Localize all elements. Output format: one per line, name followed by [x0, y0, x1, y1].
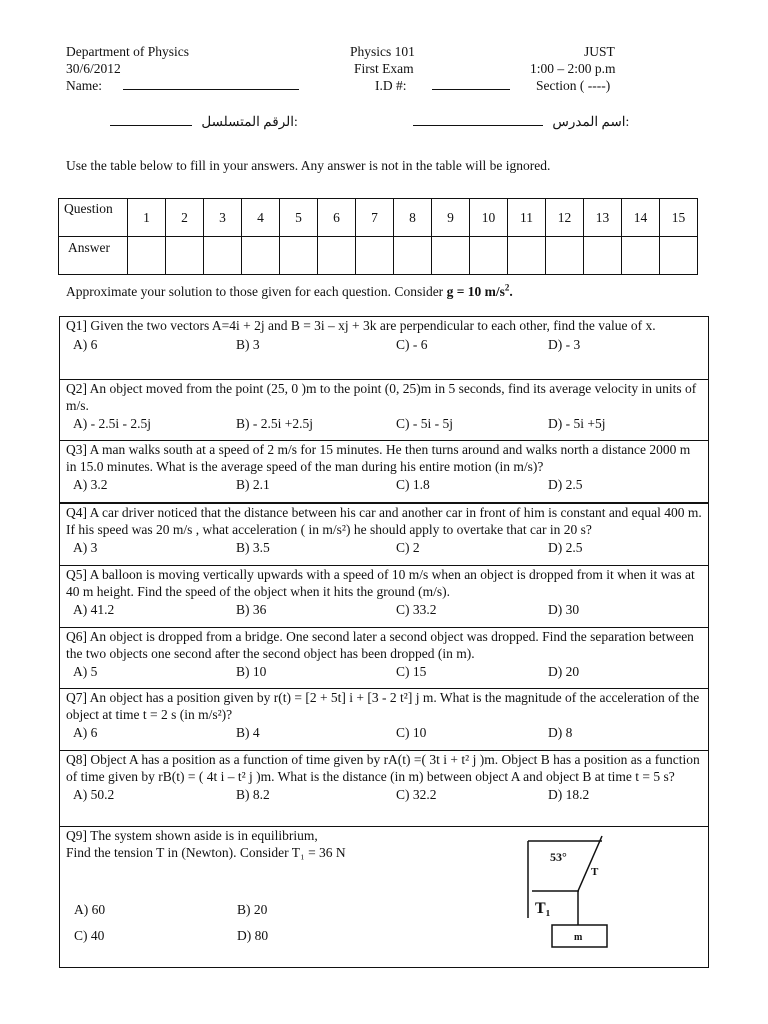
- question-3: [59, 441, 709, 503]
- answer-cell-13[interactable]: [584, 237, 622, 275]
- question-number-cell: 5: [280, 199, 318, 237]
- choice-b[interactable]: B) 20: [237, 902, 268, 917]
- gravity-exponent: 2: [504, 282, 510, 293]
- choice-b[interactable]: B) - 2.5i +2.5j: [236, 416, 313, 431]
- question-8: [59, 750, 709, 827]
- question-number-cell: 1: [128, 199, 166, 237]
- choice-a[interactable]: A) 6: [73, 336, 98, 352]
- question-number-cell: 14: [622, 199, 660, 237]
- question-1-choices: [66, 337, 702, 355]
- name-field[interactable]: [66, 77, 299, 94]
- question-number-cell: 2: [166, 199, 204, 237]
- question-2-choices: [66, 416, 702, 434]
- question-5-choices: [66, 602, 702, 620]
- serial-number-field[interactable]: [110, 113, 298, 130]
- teacher-name-label: :اسم المدرس: [552, 114, 630, 129]
- choice-b[interactable]: B) 2.1: [236, 477, 270, 492]
- answer-cell-2[interactable]: [166, 237, 204, 275]
- question-4-choices: [66, 540, 702, 558]
- choice-b[interactable]: B) 3: [236, 336, 260, 352]
- exam-time: 1:00 – 2:00 p.m: [530, 61, 616, 76]
- choice-c[interactable]: C) - 5i - 5j: [396, 416, 453, 431]
- serial-blank[interactable]: [110, 113, 192, 126]
- answer-cell-6[interactable]: [318, 237, 356, 275]
- question-9-line-1: Q9] The system shown aside is in equilibrium,: [66, 828, 318, 843]
- instructions-text: Use the table below to fill in your answers. Any answer is not in the table will be ignored.: [66, 158, 551, 173]
- question-9-line-2: Find the tension T in (Newton). Consider T₁ = 36 N: [66, 844, 346, 860]
- choice-d[interactable]: D) 18.2: [548, 787, 590, 802]
- choice-d[interactable]: D) 20: [548, 664, 580, 679]
- id-field[interactable]: [375, 77, 510, 94]
- choice-d[interactable]: D) - 3: [548, 336, 581, 352]
- choice-d[interactable]: D) 80: [237, 928, 269, 943]
- choice-d[interactable]: D) 2.5: [548, 540, 583, 555]
- question-8-text: Q8] Object A has a position as a function of time given by rA(t) =( 3t i + t² j )m. Object B has a position as a function of time given by rB(t) = ( 4t i – t² j )m. What is the distance (in m) between object A and object B at time t = 5 s?: [66, 752, 700, 784]
- choice-a[interactable]: A) 5: [73, 664, 98, 679]
- teacher-name-field[interactable]: [413, 113, 629, 130]
- question-4: [59, 503, 709, 566]
- choice-a[interactable]: A) 6: [73, 725, 98, 740]
- answer-cell-8[interactable]: [394, 237, 432, 275]
- question-number-cell: 11: [508, 199, 546, 237]
- choice-b[interactable]: B) 36: [236, 602, 267, 617]
- serial-number-label: :الرقم المتسلسل: [201, 114, 298, 129]
- choice-d[interactable]: D) - 5i +5j: [548, 416, 606, 431]
- answer-cell-14[interactable]: [622, 237, 660, 275]
- choice-c[interactable]: C) 2: [396, 540, 420, 555]
- answer-cell-9[interactable]: [432, 237, 470, 275]
- question-1-text: Q1] Given the two vectors A=4i + 2j and B = 3i – xj + 3k are perpendicular to each other, find the value of x.: [66, 318, 656, 333]
- tension-t1-label: T₁: [535, 900, 551, 917]
- answer-cell-3[interactable]: [204, 237, 242, 275]
- choice-b[interactable]: B) 3.5: [236, 540, 270, 555]
- mass-label: m: [574, 932, 583, 943]
- tension-t-label: T: [591, 866, 599, 878]
- choice-c[interactable]: C) 40: [74, 928, 105, 943]
- question-header-cell: Question: [59, 199, 128, 237]
- question-number-cell: 9: [432, 199, 470, 237]
- choice-d[interactable]: D) 30: [548, 602, 580, 617]
- answer-header-cell: Answer: [59, 237, 128, 275]
- choice-c[interactable]: C) 1.8: [396, 477, 430, 492]
- id-label: I.D #:: [375, 78, 407, 93]
- question-7-choices: [66, 725, 702, 743]
- question-number-cell: 7: [356, 199, 394, 237]
- choice-c[interactable]: C) 15: [396, 664, 427, 679]
- question-6: [59, 627, 709, 689]
- answer-cell-10[interactable]: [470, 237, 508, 275]
- answer-cell-4[interactable]: [242, 237, 280, 275]
- string-t-line: [578, 836, 602, 891]
- question-number-cell: 3: [204, 199, 242, 237]
- answer-cell-11[interactable]: [508, 237, 546, 275]
- equilibrium-diagram: [522, 833, 672, 958]
- choice-a[interactable]: A) - 2.5i - 2.5j: [73, 416, 151, 431]
- choice-c[interactable]: C) - 6: [396, 336, 428, 352]
- choice-b[interactable]: B) 8.2: [236, 787, 270, 802]
- angle-label: 53°: [550, 850, 567, 864]
- name-label: Name:: [66, 78, 102, 93]
- choice-a[interactable]: A) 3.2: [73, 477, 108, 492]
- question-number-cell: 15: [660, 199, 698, 237]
- answer-table: [58, 198, 698, 275]
- section-label: Section ( ----): [536, 78, 611, 93]
- question-2-text: Q2] An object moved from the point (25, 0 )m to the point (0, 25)m in 5 seconds, find its average velocity in units of m/s.: [66, 381, 697, 413]
- question-3-text: Q3] A man walks south at a speed of 2 m/s for 15 minutes. He then turns around and walks north a distance 2000 m in 15.0 minutes. What is the average speed of the man during his entire motion (in m/s)?: [66, 442, 691, 474]
- question-5-text: Q5] A balloon is moving vertically upwards with a speed of 10 m/s when an object is dropped from it when it was at 40 m height. Find the speed of the object when it hits the ground (m/s).: [66, 567, 695, 599]
- answer-cell-1[interactable]: [128, 237, 166, 275]
- answer-row: [59, 237, 698, 275]
- teacher-blank[interactable]: [413, 113, 543, 126]
- choice-d[interactable]: D) 2.5: [548, 477, 583, 492]
- answer-cell-5[interactable]: [280, 237, 318, 275]
- choice-a[interactable]: A) 41.2: [73, 602, 115, 617]
- question-number-cell: 8: [394, 199, 432, 237]
- choice-a[interactable]: A) 3: [73, 540, 98, 555]
- answer-cell-15[interactable]: [660, 237, 698, 275]
- choice-c[interactable]: C) 10: [396, 725, 427, 740]
- question-2: [59, 379, 709, 441]
- department-label: Department of Physics: [66, 44, 189, 59]
- exam-date: 30/6/2012: [66, 61, 121, 76]
- question-number-cell: 6: [318, 199, 356, 237]
- question-1: [59, 316, 709, 380]
- university-label: JUST: [584, 44, 615, 59]
- question-4-text: Q4] A car driver noticed that the distance between his car and another car in front of him is constant and equal 400 m. If his speed was 20 m/s , what acceleration ( in m/s²) he should apply to overtake that car in 20 s?: [66, 505, 702, 537]
- choice-a[interactable]: A) 60: [74, 902, 106, 917]
- exam-title: First Exam: [354, 61, 414, 76]
- gravity-value: g = 10 m/s: [446, 284, 505, 299]
- question-number-cell: 10: [470, 199, 508, 237]
- question-5: [59, 565, 709, 628]
- course-label: Physics 101: [350, 44, 415, 59]
- choice-a[interactable]: A) 50.2: [73, 787, 115, 802]
- question-7: [59, 688, 709, 751]
- question-8-choices: [66, 787, 702, 805]
- approximation-text: Approximate your solution to those given for each question. Consider: [66, 284, 447, 299]
- choice-d[interactable]: D) 8: [548, 725, 573, 740]
- choice-c[interactable]: C) 32.2: [396, 787, 437, 802]
- choice-b[interactable]: B) 4: [236, 725, 260, 740]
- answer-cell-12[interactable]: [546, 237, 584, 275]
- question-6-choices: [66, 664, 702, 682]
- question-number-cell: 4: [242, 199, 280, 237]
- choice-c[interactable]: C) 33.2: [396, 602, 437, 617]
- approximation-note: Approximate your solution to those given for each question. Consider g = 10 $m/s^2$.: [66, 282, 513, 299]
- question-number-cell: 12: [546, 199, 584, 237]
- answer-cell-7[interactable]: [356, 237, 394, 275]
- question-6-text: Q6] An object is dropped from a bridge. One second later a second object was dropped. Find the separation between the two objects one second after the second object has been dropped (in m).: [66, 629, 694, 661]
- question-9: [59, 826, 709, 968]
- name-blank[interactable]: [123, 77, 299, 90]
- question-7-text: Q7] An object has a position given by r(t) = [2 + 5t] i + [3 - 2 t²] j m. What is the magnitude of the acceleration of the object at time t = 2 s (in m/s²)?: [66, 690, 700, 722]
- id-blank[interactable]: [432, 77, 510, 90]
- choice-b[interactable]: B) 10: [236, 664, 267, 679]
- question-number-cell: 13: [584, 199, 622, 237]
- question-3-choices: [66, 477, 702, 495]
- question-number-row: [59, 199, 698, 237]
